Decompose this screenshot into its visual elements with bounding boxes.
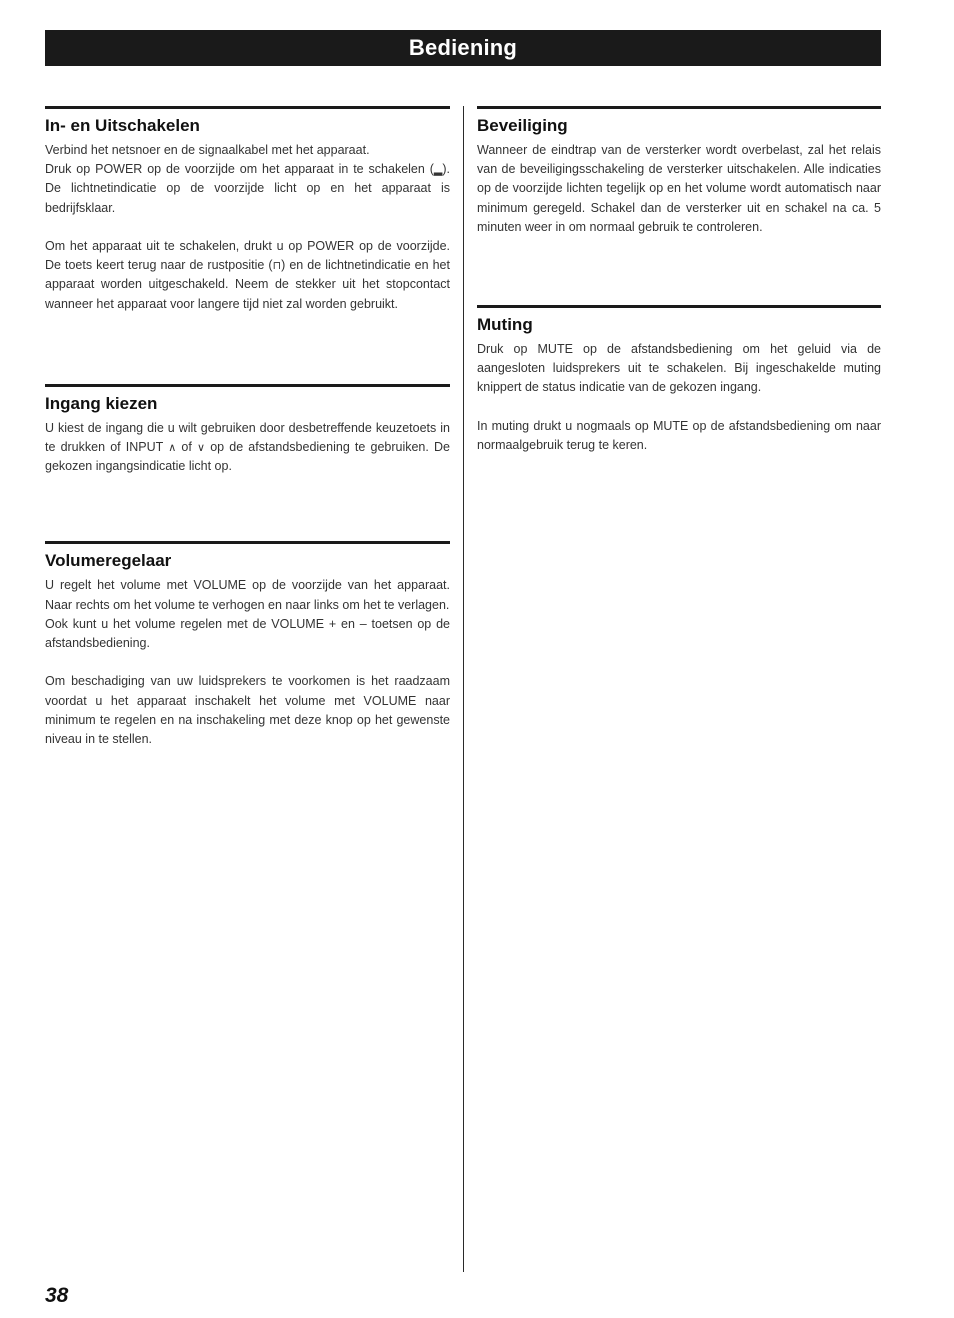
volume-paragraph-1: U regelt het volume met VOLUME op de voorzijde van het apparaat. Naar rechts om het volume te verhogen en naar links om het te verlagen.	[45, 578, 450, 612]
chevron-down-icon: ∨	[196, 441, 206, 455]
section-volume	[45, 541, 450, 749]
power-on-symbol-icon: ▂	[433, 163, 443, 177]
page-title-banner	[45, 30, 881, 66]
chevron-up-icon: ∧	[168, 441, 177, 455]
section-heading-muting: Muting	[477, 315, 533, 335]
right-column	[477, 106, 881, 455]
section-heading-volume: Volumeregelaar	[45, 551, 172, 571]
input-paragraph-1: U kiest de ingang die u wilt gebruiken door desbetreffende keuzetoets in te drukken of INPUT ∧ of ∨ op de afstandsbediening te gebruiken. De gekozen ingangsindicatie licht op.	[45, 420, 450, 474]
volume-paragraph-3: Om beschadiging van uw luidsprekers te voorkomen is het raadzaam voordat u het apparaat inschakelt het volume met VOLUME naar minimum te regelen en na inschakeling met deze knop op het gewenste niveau in te stellen.	[45, 674, 450, 747]
power-paragraph-3: Om het apparaat uit te schakelen, drukt u op POWER op de voorzijde. De toets keert terug naar de rustpositie (⊓) en de lichtnetindicatie en het apparaat worden uitgeschakeld. Neem de stekker uit het stopcontact wanneer het apparaat voor langere tijd niet zal worden gebruikt.	[45, 239, 450, 311]
left-column	[45, 106, 450, 749]
power-off-symbol-icon: ⊓	[272, 259, 282, 273]
column-divider	[463, 106, 464, 1272]
protection-paragraph-1: Wanneer de eindtrap van de versterker wordt overbelast, zal het relais van de beveiligingsschakeling de versterker uitschakelen. Alle indicaties op de voorzijde lichten tegelijk op en het volume wordt automatisch naar minimum geregeld. Schakel dan de versterker uit en schakel na ca. 5 minuten weer in om normaal gebruik te controleren.	[477, 143, 881, 234]
power-paragraph-1: Verbind het netsnoer en de signaalkabel met het apparaat.	[45, 143, 370, 157]
section-heading-input: Ingang kiezen	[45, 393, 158, 413]
section-power	[45, 106, 450, 314]
muting-paragraph-2: In muting drukt u nogmaals op MUTE op de afstandsbediening om naar normaalgebruik terug te keren.	[477, 418, 881, 453]
muting-paragraph-1: Druk op MUTE op de afstandsbediening om het geluid via de aangesloten luidsprekers uit te schakelen. Bij ingeschakelde muting knippert de status indicatie van de gekozen ingang.	[477, 342, 881, 395]
section-input	[45, 384, 450, 477]
power-paragraph-2: Druk op POWER op de voorzijde om het apparaat in te schakelen (▂). De lichtnetindicatie op de voorzijde licht op en het apparaat is bedrijfsklaar.	[45, 162, 450, 215]
page-title: Bediening	[408, 35, 518, 60]
section-heading-power: In- en Uitschakelen	[45, 116, 200, 135]
section-heading-protection: Beveiliging	[477, 116, 568, 135]
volume-paragraph-2: Ook kunt u het volume regelen met de VOLUME + en – toetsen op de afstandsbediening.	[45, 616, 450, 651]
section-muting	[477, 305, 881, 455]
page-number: 38	[45, 1284, 69, 1307]
section-protection	[477, 106, 881, 237]
